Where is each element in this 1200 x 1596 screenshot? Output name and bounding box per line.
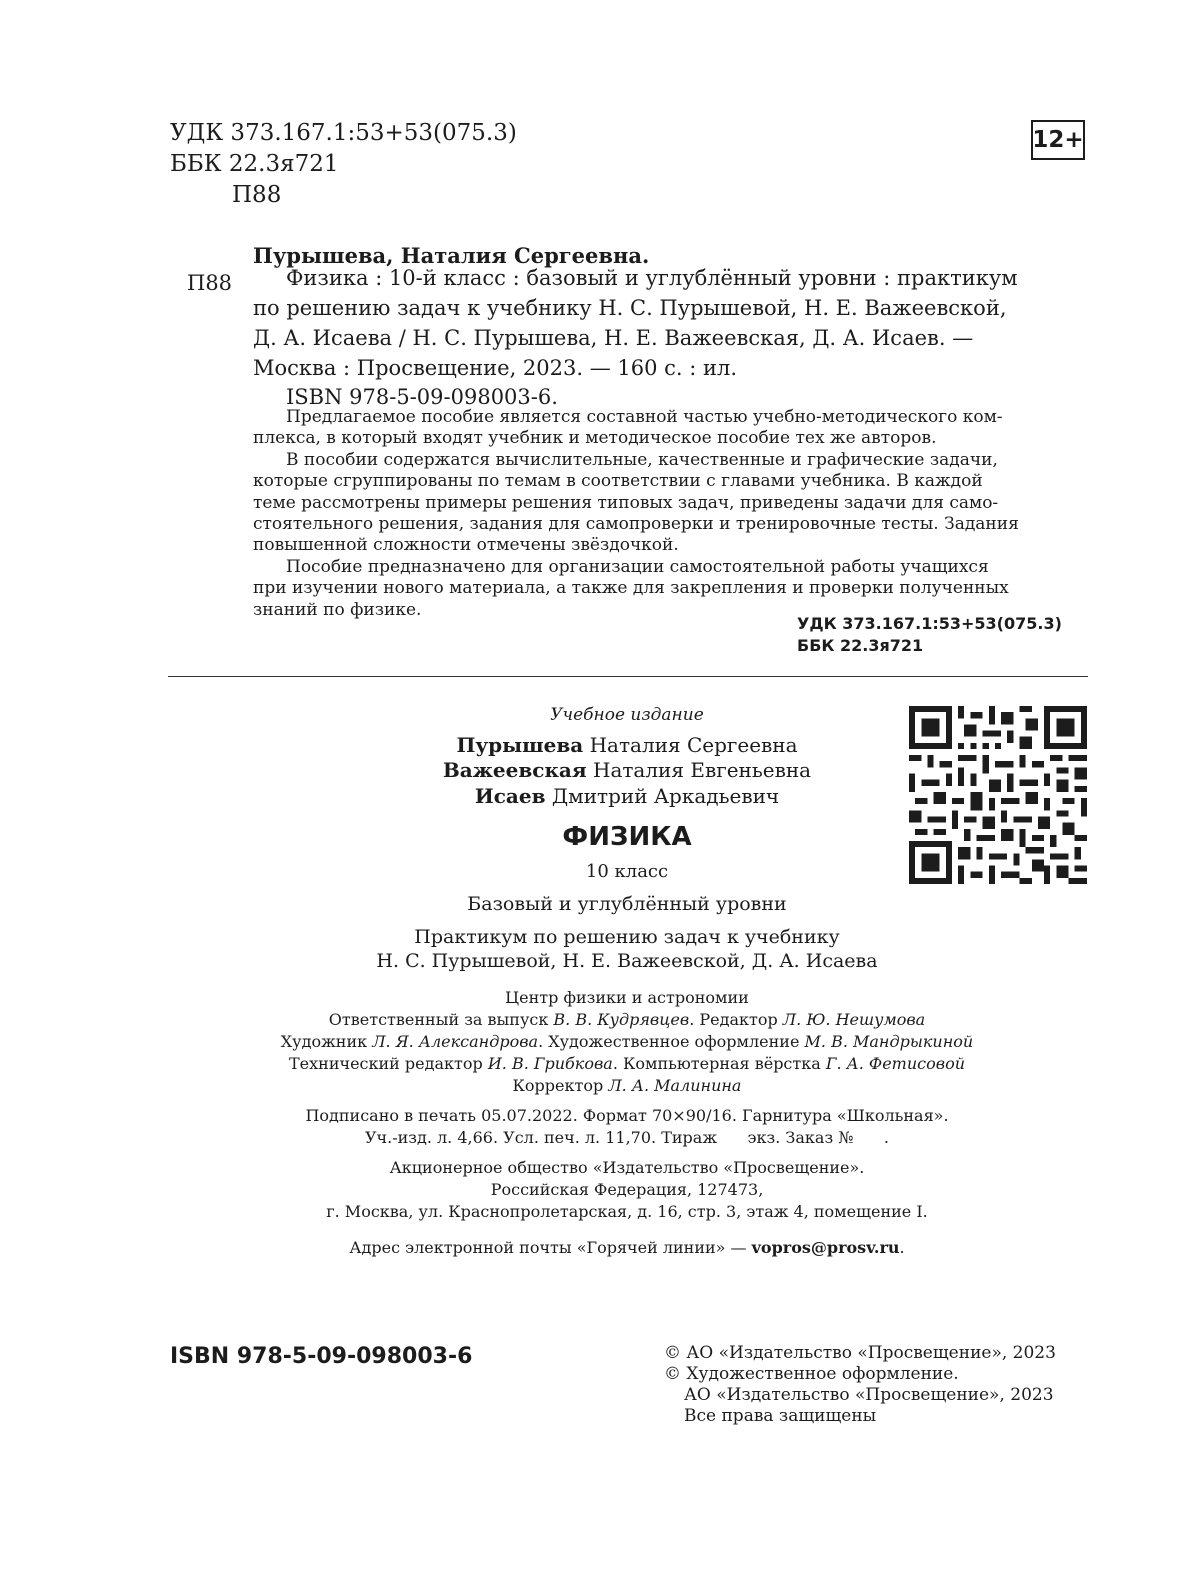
author-line: Исаев Дмитрий Аркадьевич bbox=[474, 784, 780, 808]
publisher-line: г. Москва, ул. Краснопролетарская, д. 16, стр. 3, этаж 4, помещение I. bbox=[326, 1202, 928, 1221]
age-rating-badge: 12+ bbox=[1031, 120, 1085, 160]
footer-isbn: ISBN 978-5-09-098003-6 bbox=[170, 1344, 473, 1369]
edition-type: Учебное издание bbox=[550, 705, 704, 725]
subtitle-line: Н. С. Пурышевой, Н. Е. Важеевской, Д. А. Исаева bbox=[376, 950, 878, 972]
bib-code: П88 bbox=[187, 271, 233, 295]
print-details: Подписано в печать 05.07.2022. Формат 70×90/16. Гарнитура «Школьная». bbox=[305, 1106, 949, 1125]
annotation-line: знаний по физике. bbox=[253, 600, 422, 620]
annotation-line: при изучении нового материала, а также для закрепления и проверки полученных bbox=[253, 578, 1009, 598]
udk-classification: УДК 373.167.1:53+53(075.3) bbox=[797, 614, 1062, 633]
email-link[interactable]: vopros@prosv.ru bbox=[751, 1238, 900, 1257]
bib-line: Москва : Просвещение, 2023. — 160 с. : ил. bbox=[253, 356, 738, 380]
bbk-line: ББК 22.3я721 bbox=[170, 151, 339, 177]
copyright-line: © АО «Издательство «Просвещение», 2023 bbox=[664, 1343, 1056, 1363]
annotation-line: стоятельного решения, задания для самопроверки и тренировочные тесты. Задания bbox=[253, 514, 1019, 534]
level: Базовый и углублённый уровни bbox=[467, 893, 787, 915]
udk-line: УДК 373.167.1:53+53(075.3) bbox=[170, 120, 517, 146]
credits-line: Корректор Л. А. Малинина bbox=[512, 1076, 742, 1095]
bbk-classification: ББК 22.3я721 bbox=[797, 636, 924, 655]
print-details: Уч.-изд. л. 4,66. Усл. печ. л. 11,70. Тираж экз. Заказ № . bbox=[364, 1128, 890, 1147]
publisher-line: Российская Федерация, 127473, bbox=[490, 1180, 764, 1199]
author-line: Пурышева Наталия Сергеевна bbox=[456, 733, 798, 757]
annotation-line: Предлагаемое пособие является составной частью учебно-методического ком- bbox=[286, 407, 1003, 427]
bib-line: Физика : 10-й класс : базовый и углублённый уровни : практикум bbox=[286, 266, 1018, 290]
annotation-line: Пособие предназначено для организации самостоятельной работы учащихся bbox=[286, 557, 989, 577]
bib-line: по решению задач к учебнику Н. С. Пурышевой, Н. Е. Важеевской, bbox=[253, 296, 1007, 320]
bib-line: Д. А. Исаева / Н. С. Пурышева, Н. Е. Важеевская, Д. А. Исаев. — bbox=[253, 326, 974, 350]
hotline-email: Адрес электронной почты «Горячей линии» — vopros@prosv.ru. bbox=[349, 1238, 905, 1257]
annotation-line: которые сгруппированы по темам в соответствии с главами учебника. В каждой bbox=[253, 471, 983, 491]
credits-line: Художник Л. Я. Александрова. Художественное оформление М. В. Мандрыкиной bbox=[280, 1032, 974, 1051]
subtitle-line: Практикум по решению задач к учебнику bbox=[414, 926, 840, 948]
annotation-line: В пособии содержатся вычислительные, качественные и графические задачи, bbox=[286, 450, 998, 470]
section-divider bbox=[168, 676, 1088, 677]
annotation-line: повышенной сложности отмечены звёздочкой. bbox=[253, 535, 679, 555]
qr-code-icon bbox=[908, 706, 1088, 884]
center-name: Центр физики и астрономии bbox=[505, 988, 749, 1007]
bib-author: Пурышева, Наталия Сергеевна. bbox=[253, 243, 650, 268]
bib-isbn: ISBN 978-5-09-098003-6. bbox=[286, 385, 558, 409]
book-title: ФИЗИКА bbox=[562, 822, 692, 852]
annotation-line: теме рассмотрены примеры решения типовых задач, приведены задачи для само- bbox=[253, 493, 999, 513]
header-udk-block bbox=[170, 118, 517, 211]
grade: 10 класс bbox=[585, 861, 669, 882]
rights-reserved: Все права защищены bbox=[684, 1406, 877, 1426]
credits-line: Технический редактор И. В. Грибкова. Компьютерная вёрстка Г. А. Фетисовой bbox=[289, 1054, 965, 1073]
copyright-line: © Художественное оформление. bbox=[664, 1364, 959, 1384]
annotation-line: плекса, в который входят учебник и методическое пособие тех же авторов. bbox=[253, 428, 937, 448]
author-code: П88 bbox=[232, 182, 282, 208]
publisher-line: Акционерное общество «Издательство «Просвещение». bbox=[389, 1158, 865, 1177]
author-line: Важеевская Наталия Евгеньевна bbox=[442, 758, 812, 782]
credits-line: Ответственный за выпуск В. В. Кудрявцев. Редактор Л. Ю. Нешумова bbox=[328, 1010, 926, 1029]
copyright-line: АО «Издательство «Просвещение», 2023 bbox=[684, 1385, 1054, 1405]
